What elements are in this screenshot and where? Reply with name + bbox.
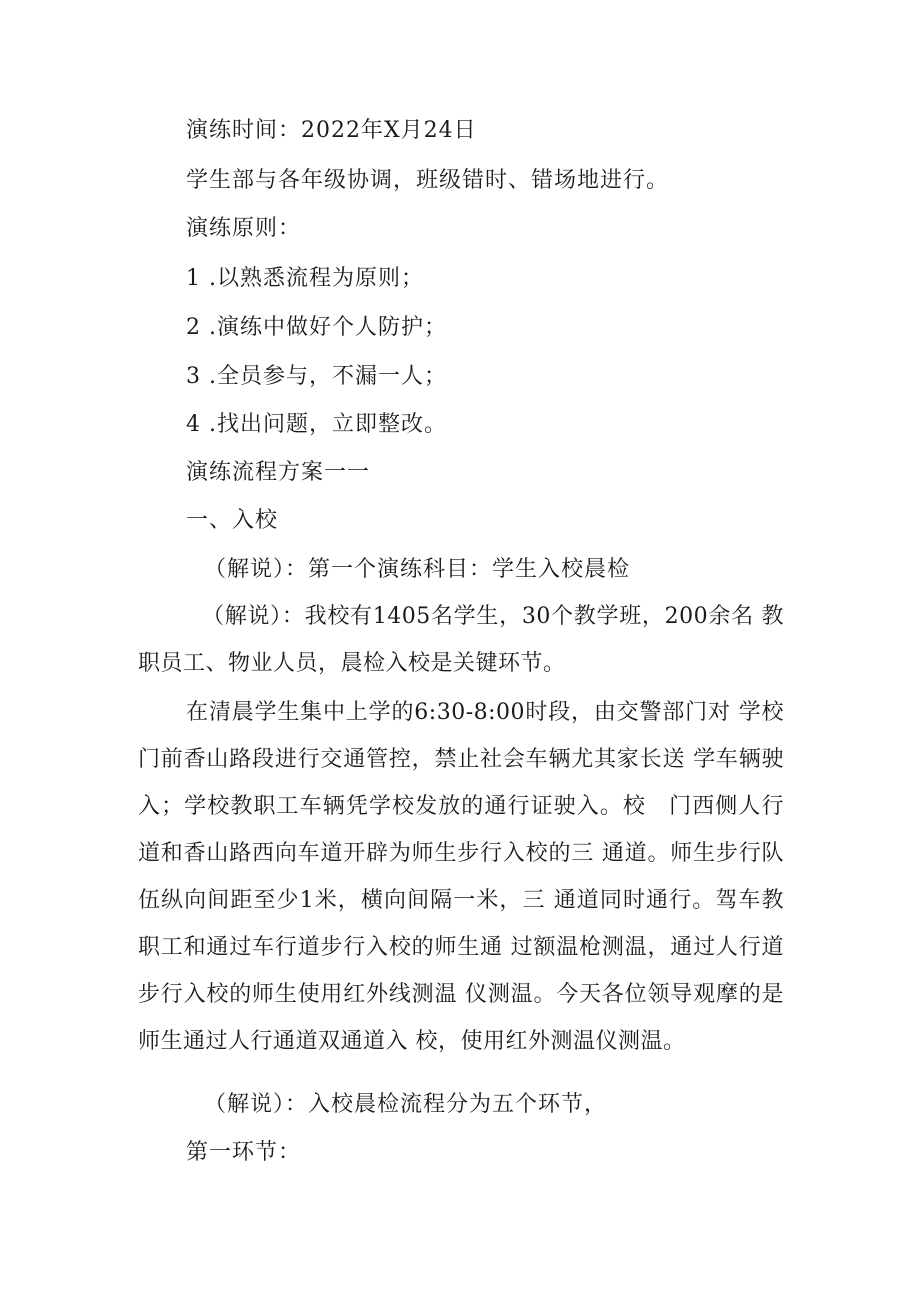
process-heading: 演练流程方案一一 bbox=[186, 460, 371, 485]
principles-heading: 演练原则： bbox=[186, 216, 302, 241]
traffic-control-paragraph: 在清晨学生集中上学的6:30-8:00时段，由交警部门对 学校门前香山路段进行交通管控，禁止社会车辆尤其家长送 学车辆驶入；学校教职工车辆凭学校发放的通行证驶入。校 门西侧人行道和香山路西向车道开辟为师生步行入校的三 通道。师生步行队伍纵向间距至少1米，横向间隔一米，三 通道同时通行。驾车教职工和通过车行道步行入校的师生通 过额温枪测温，通过人行道步行入校的师生使用红外线测温 仪测温。今天各位领导观摩的是师生通过人行通道双通道入 校，使用红外测温仪测温。 bbox=[138, 700, 784, 1054]
step-one-heading: 第一环节： bbox=[186, 1140, 302, 1165]
principle-item-2: 2 .演练中做好个人防护； bbox=[186, 315, 447, 340]
five-steps-commentary: （解说）：入校晨检流程分为五个环节， bbox=[204, 1092, 608, 1117]
commentary-first-item: （解说）：第一个演练科目：学生入校晨检 bbox=[204, 557, 631, 582]
school-intro-paragraph: （解说）：我校有1405名学生，30个教学班，200余名 教职员工、物业人员，晨检入校是关键环节。 bbox=[138, 604, 784, 676]
principle-item-3: 3 .全员参与，不漏一人； bbox=[186, 364, 447, 389]
principle-item-1: 1 .以熟悉流程为原则； bbox=[186, 266, 424, 291]
section-entry-heading: 一、入校 bbox=[186, 508, 279, 533]
principle-item-4: 4 .找出问题，立即整改。 bbox=[186, 412, 447, 437]
coordination-line: 学生部与各年级协调，班级错时、错场地进行。 bbox=[186, 168, 670, 193]
drill-time-line: 演练时间：2022年X月24日 bbox=[186, 118, 477, 143]
